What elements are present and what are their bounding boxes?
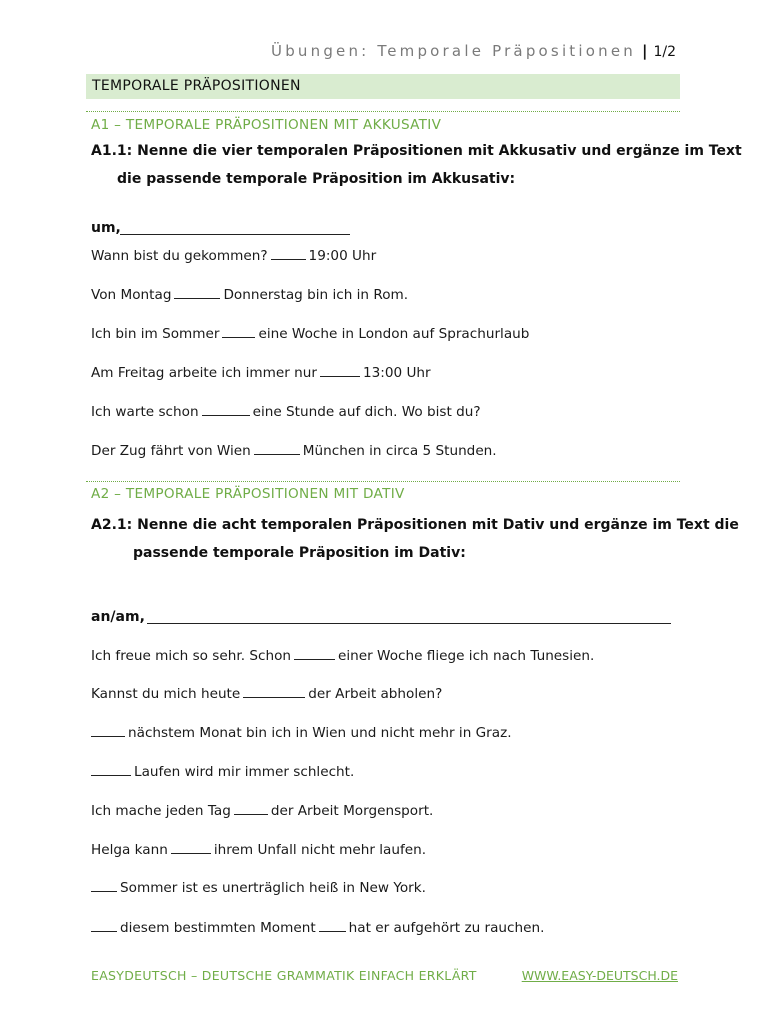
section-title-bar bbox=[86, 74, 680, 99]
sentence-text: Kannst du mich heute bbox=[91, 686, 241, 702]
a1-sentence-4 bbox=[91, 365, 431, 381]
sentence-text: Der Zug fährt von Wien bbox=[91, 443, 251, 459]
a2-sentence-1 bbox=[91, 648, 594, 664]
sentence-text: Von Montag bbox=[91, 287, 172, 303]
fill-blank[interactable] bbox=[234, 813, 268, 815]
fill-blank[interactable] bbox=[254, 453, 300, 455]
a1-divider bbox=[86, 111, 680, 112]
fill-blank[interactable] bbox=[320, 375, 360, 377]
a2-sentence-4 bbox=[91, 764, 354, 780]
fill-blank[interactable] bbox=[294, 658, 335, 660]
fill-blank[interactable] bbox=[171, 852, 211, 854]
a1-answer-line[interactable] bbox=[120, 234, 350, 235]
sentence-text: hat er aufgehört zu rauchen. bbox=[348, 920, 545, 936]
header-title: Übungen: Temporale Präpositionen bbox=[271, 42, 636, 60]
sentence-text: Ich freue mich so sehr. Schon bbox=[91, 648, 292, 664]
section-title: TEMPORALE PRÄPOSITIONEN bbox=[92, 78, 301, 94]
fill-blank[interactable] bbox=[174, 297, 220, 299]
sentence-text: nächstem Monat bin ich in Wien und nicht mehr in Graz. bbox=[128, 725, 512, 741]
sentence-text: Laufen wird mir immer schlecht. bbox=[134, 764, 355, 780]
sentence-text: einer Woche fliege ich nach Tunesien. bbox=[338, 648, 595, 664]
sentence-text: ihrem Unfall nicht mehr laufen. bbox=[213, 842, 427, 858]
page-header bbox=[271, 42, 676, 60]
fill-blank[interactable] bbox=[91, 774, 131, 776]
page-number: 1/2 bbox=[653, 44, 676, 60]
sentence-text: München in circa 5 Stunden. bbox=[302, 443, 497, 459]
a2-answer-label: an/am, bbox=[91, 609, 145, 625]
a1-task-line2: die passende temporale Präposition im Akkusativ: bbox=[117, 171, 516, 187]
a2-sentence-2 bbox=[91, 686, 442, 702]
fill-blank[interactable] bbox=[222, 336, 255, 338]
a2-sentence-6 bbox=[91, 842, 426, 858]
a2-sentence-3 bbox=[91, 725, 512, 741]
a1-heading: A1 – TEMPORALE PRÄPOSITIONEN MIT AKKUSATIV bbox=[91, 117, 442, 133]
a1-sentence-2 bbox=[91, 287, 408, 303]
footer-brand: EASYDEUTSCH – DEUTSCHE GRAMMATIK EINFACH ERKLÄRT bbox=[91, 968, 477, 983]
header-separator: | bbox=[641, 42, 648, 60]
sentence-text: Donnerstag bin ich in Rom. bbox=[223, 287, 409, 303]
fill-blank[interactable] bbox=[91, 890, 117, 892]
a1-answer-label: um, bbox=[91, 220, 121, 236]
a2-sentence-7 bbox=[91, 880, 426, 896]
sentence-text: eine Stunde auf dich. Wo bist du? bbox=[252, 404, 481, 420]
fill-blank[interactable] bbox=[91, 930, 117, 932]
fill-blank[interactable] bbox=[91, 735, 125, 737]
a2-answer-line[interactable] bbox=[147, 623, 671, 624]
a1-sentence-6 bbox=[91, 443, 497, 459]
a1-task-line1: A1.1: Nenne die vier temporalen Präpositionen mit Akkusativ und ergänze im Text bbox=[91, 143, 742, 159]
sentence-text: 13:00 Uhr bbox=[362, 365, 431, 381]
sentence-text: 19:00 Uhr bbox=[308, 248, 377, 264]
sentence-text: Ich bin im Sommer bbox=[91, 326, 220, 342]
sentence-text: Am Freitag arbeite ich immer nur bbox=[91, 365, 317, 381]
sentence-text: Ich mache jeden Tag bbox=[91, 803, 231, 819]
sentence-text: Helga kann bbox=[91, 842, 168, 858]
a2-sentence-5 bbox=[91, 803, 433, 819]
footer-website-link[interactable]: WWW.EASY-DEUTSCH.DE bbox=[521, 968, 678, 983]
a2-task-line1: A2.1: Nenne die acht temporalen Präpositionen mit Dativ und ergänze im Text die bbox=[91, 517, 739, 533]
sentence-text: Ich warte schon bbox=[91, 404, 199, 420]
fill-blank[interactable] bbox=[202, 414, 250, 416]
fill-blank[interactable] bbox=[319, 930, 346, 932]
fill-blank[interactable] bbox=[243, 696, 305, 698]
sentence-text: der Arbeit Morgensport. bbox=[270, 803, 434, 819]
a2-task-line2: passende temporale Präposition im Dativ: bbox=[133, 545, 466, 561]
a2-divider bbox=[86, 481, 680, 482]
a1-sentence-5 bbox=[91, 404, 481, 420]
fill-blank[interactable] bbox=[271, 258, 306, 260]
a1-sentence-3 bbox=[91, 326, 529, 342]
sentence-text: Wann bist du gekommen? bbox=[91, 248, 268, 264]
sentence-text: der Arbeit abholen? bbox=[308, 686, 443, 702]
sentence-text: diesem bestimmten Moment bbox=[120, 920, 316, 936]
sentence-text: Sommer ist es unerträglich heiß in New York. bbox=[120, 880, 426, 896]
a1-sentence-1 bbox=[91, 248, 376, 264]
a2-heading: A2 – TEMPORALE PRÄPOSITIONEN MIT DATIV bbox=[91, 486, 405, 502]
sentence-text: eine Woche in London auf Sprachurlaub bbox=[258, 326, 530, 342]
a2-sentence-8 bbox=[91, 920, 544, 936]
